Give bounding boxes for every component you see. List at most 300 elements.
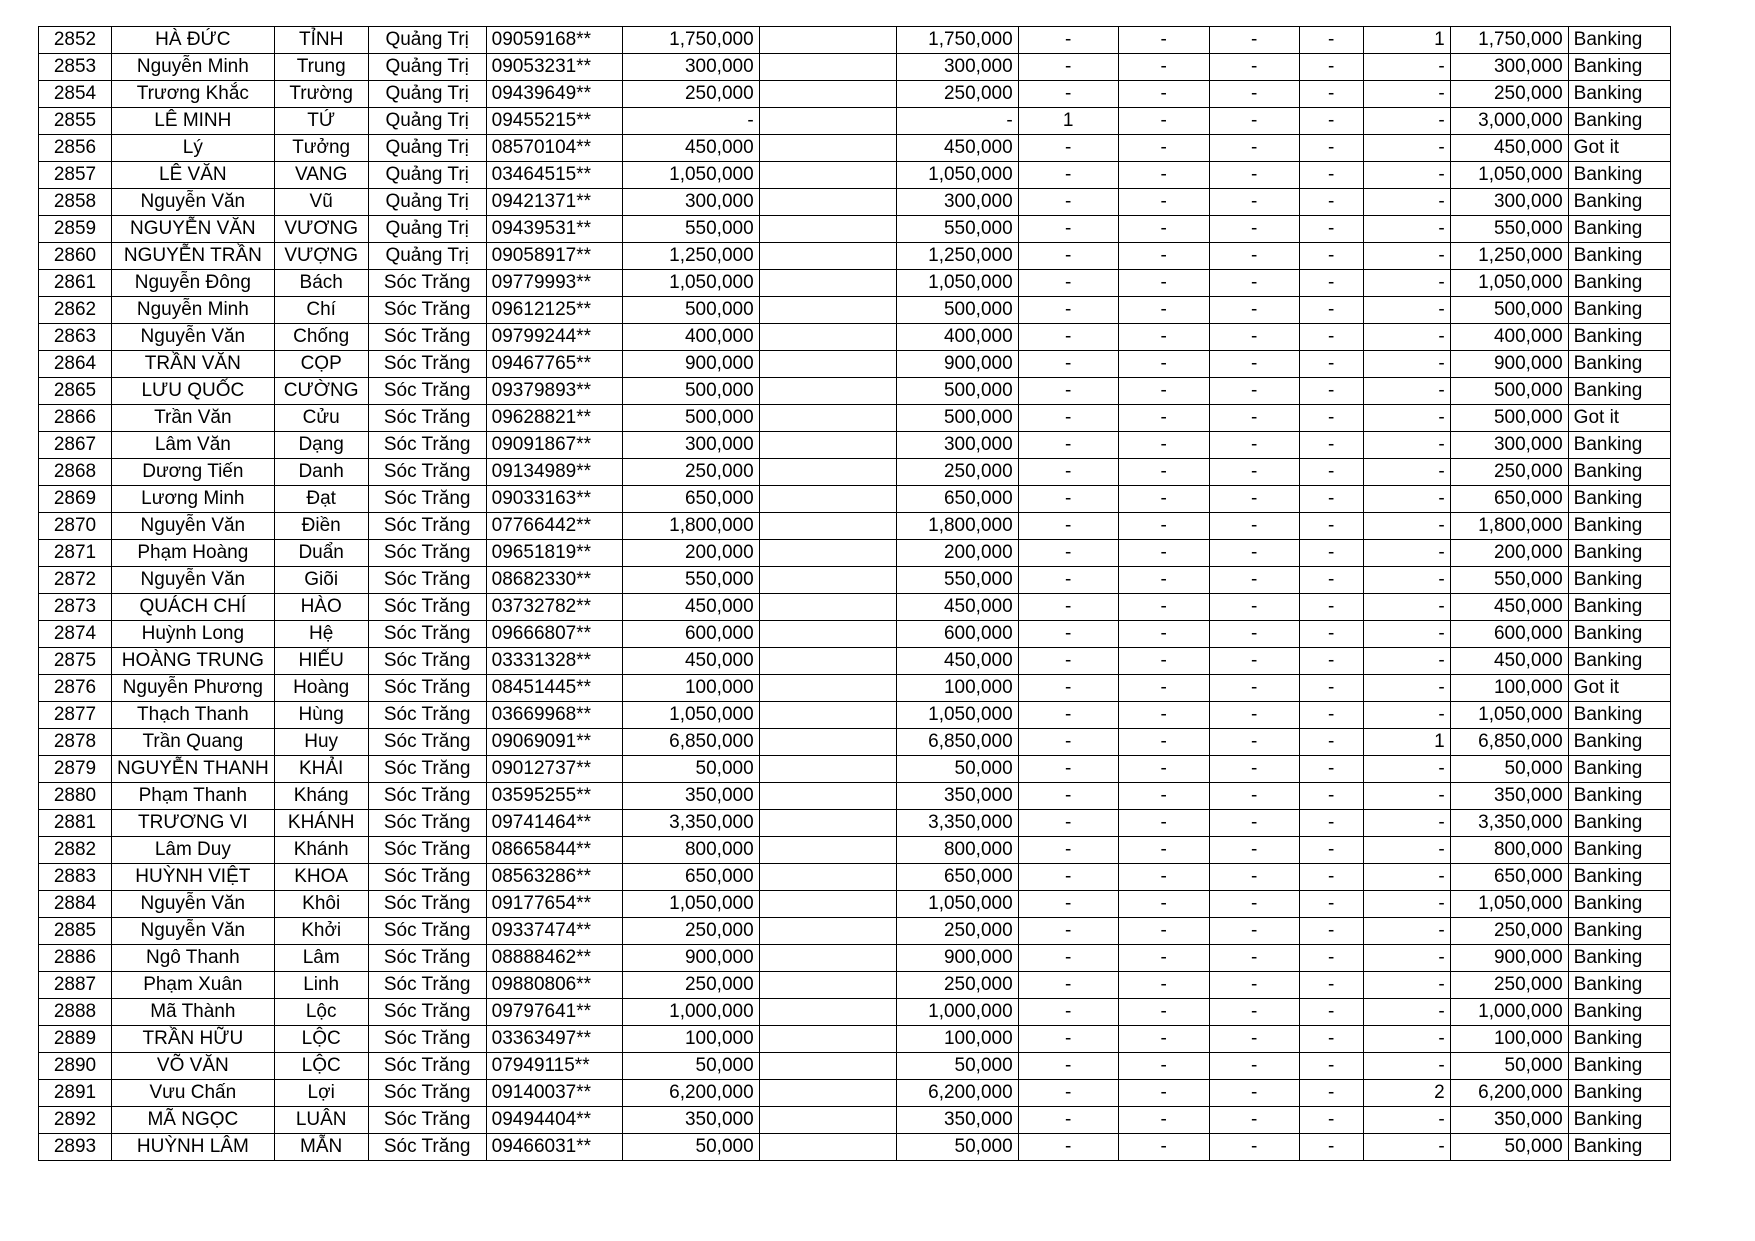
payment-method-cell: Got it [1568,135,1670,162]
payment-method-cell: Banking [1568,1134,1670,1161]
given-name-cell: TRẦN VĂN [112,351,275,378]
col-12-cell: - [1299,1053,1363,1080]
col-10-cell: - [1118,486,1209,513]
blank-cell-cell [759,1080,896,1107]
province-cell: Sóc Trăng [368,729,486,756]
given-name-cell: Nguyễn Văn [112,324,275,351]
total-amount-cell: 250,000 [1450,81,1568,108]
col-12-cell: - [1299,594,1363,621]
col-11-cell: - [1209,243,1299,270]
family-name-cell: Lộc [274,999,368,1026]
table-row [39,891,1671,918]
family-name-cell: KHẢI [274,756,368,783]
table-row [39,648,1671,675]
blank-cell-cell [759,243,896,270]
table-row [39,297,1671,324]
payment-method-cell: Banking [1568,27,1670,54]
family-name-cell: Kháng [274,783,368,810]
col-10-cell: - [1118,459,1209,486]
blank-cell-cell [759,1134,896,1161]
row-number-cell: 2860 [39,243,112,270]
table-row [39,459,1671,486]
amount-cell: 350,000 [622,783,759,810]
col-10-cell: - [1118,1026,1209,1053]
col-10-cell: - [1118,297,1209,324]
col-10-cell: - [1118,27,1209,54]
amount-2-cell: 100,000 [896,675,1018,702]
col-13-cell: - [1363,621,1450,648]
col-13-cell: - [1363,1107,1450,1134]
family-name-cell: Huy [274,729,368,756]
total-amount-cell: 1,050,000 [1450,702,1568,729]
blank-cell-cell [759,108,896,135]
col-11-cell: - [1209,783,1299,810]
province-cell: Sóc Trăng [368,378,486,405]
table-row [39,567,1671,594]
family-name-cell: KHÁNH [274,810,368,837]
phone-number-cell: 09455215** [486,108,622,135]
amount-2-cell: 1,050,000 [896,162,1018,189]
table-row [39,405,1671,432]
amount-cell: 300,000 [622,189,759,216]
blank-cell-cell [759,648,896,675]
payment-method-cell: Banking [1568,864,1670,891]
total-amount-cell: 300,000 [1450,189,1568,216]
col-12-cell: - [1299,378,1363,405]
phone-number-cell: 09880806** [486,972,622,999]
table-row [39,540,1671,567]
table-row [39,621,1671,648]
table-row [39,54,1671,81]
family-name-cell: Trường [274,81,368,108]
col-13-cell: - [1363,891,1450,918]
total-amount-cell: 650,000 [1450,864,1568,891]
table-row [39,918,1671,945]
col-9-cell: - [1018,513,1118,540]
phone-number-cell: 03363497** [486,1026,622,1053]
col-13-cell: - [1363,189,1450,216]
total-amount-cell: 900,000 [1450,945,1568,972]
col-10-cell: - [1118,243,1209,270]
col-10-cell: - [1118,405,1209,432]
province-cell: Sóc Trăng [368,648,486,675]
phone-number-cell: 03732782** [486,594,622,621]
col-12-cell: - [1299,756,1363,783]
family-name-cell: Lâm [274,945,368,972]
col-13-cell: - [1363,999,1450,1026]
col-9-cell: - [1018,1080,1118,1107]
total-amount-cell: 650,000 [1450,486,1568,513]
col-12-cell: - [1299,486,1363,513]
col-9-cell: - [1018,675,1118,702]
amount-cell: 100,000 [622,675,759,702]
blank-cell-cell [759,216,896,243]
row-number-cell: 2885 [39,918,112,945]
col-9-cell: - [1018,189,1118,216]
col-10-cell: - [1118,540,1209,567]
row-number-cell: 2866 [39,405,112,432]
col-10-cell: - [1118,270,1209,297]
col-10-cell: - [1118,972,1209,999]
col-12-cell: - [1299,1134,1363,1161]
given-name-cell: Lý [112,135,275,162]
col-12-cell: - [1299,351,1363,378]
amount-cell: 450,000 [622,135,759,162]
col-12-cell: - [1299,270,1363,297]
amount-2-cell: 1,050,000 [896,702,1018,729]
col-10-cell: - [1118,945,1209,972]
table-row [39,675,1671,702]
phone-number-cell: 09494404** [486,1107,622,1134]
blank-cell-cell [759,297,896,324]
amount-cell: 1,050,000 [622,891,759,918]
col-10-cell: - [1118,1080,1209,1107]
col-13-cell: - [1363,567,1450,594]
col-12-cell: - [1299,459,1363,486]
col-11-cell: - [1209,648,1299,675]
blank-cell-cell [759,270,896,297]
given-name-cell: Lâm Duy [112,837,275,864]
amount-cell: 6,200,000 [622,1080,759,1107]
phone-number-cell: 07949115** [486,1053,622,1080]
col-13-cell: - [1363,135,1450,162]
col-13-cell: - [1363,108,1450,135]
blank-cell-cell [759,1053,896,1080]
province-cell: Sóc Trăng [368,783,486,810]
payment-method-cell: Banking [1568,567,1670,594]
col-12-cell: - [1299,783,1363,810]
col-12-cell: - [1299,864,1363,891]
table-row [39,702,1671,729]
given-name-cell: Trần Quang [112,729,275,756]
col-9-cell: - [1018,1026,1118,1053]
amount-cell: - [622,108,759,135]
col-10-cell: - [1118,783,1209,810]
given-name-cell: Lâm Văn [112,432,275,459]
col-10-cell: - [1118,108,1209,135]
table-row [39,1026,1671,1053]
total-amount-cell: 1,050,000 [1450,162,1568,189]
blank-cell-cell [759,621,896,648]
col-10-cell: - [1118,513,1209,540]
given-name-cell: TRƯƠNG VI [112,810,275,837]
col-11-cell: - [1209,54,1299,81]
col-10-cell: - [1118,729,1209,756]
payment-method-cell: Banking [1568,702,1670,729]
family-name-cell: CỌP [274,351,368,378]
col-10-cell: - [1118,378,1209,405]
given-name-cell: Ngô Thanh [112,945,275,972]
amount-cell: 1,050,000 [622,702,759,729]
amount-2-cell: 550,000 [896,567,1018,594]
table-row [39,270,1671,297]
col-11-cell: - [1209,216,1299,243]
phone-number-cell: 08665844** [486,837,622,864]
province-cell: Quảng Trị [368,162,486,189]
family-name-cell: KHOA [274,864,368,891]
payment-method-cell: Banking [1568,54,1670,81]
col-13-cell: - [1363,594,1450,621]
amount-2-cell: 1,750,000 [896,27,1018,54]
payment-method-cell: Banking [1568,351,1670,378]
family-name-cell: Chống [274,324,368,351]
amount-cell: 650,000 [622,864,759,891]
province-cell: Sóc Trăng [368,432,486,459]
given-name-cell: TRẦN HỮU [112,1026,275,1053]
col-11-cell: - [1209,1053,1299,1080]
payment-method-cell: Banking [1568,297,1670,324]
col-10-cell: - [1118,432,1209,459]
payment-method-cell: Got it [1568,675,1670,702]
phone-number-cell: 09140037** [486,1080,622,1107]
table-row [39,594,1671,621]
col-9-cell: - [1018,540,1118,567]
payment-method-cell: Banking [1568,729,1670,756]
col-13-cell: - [1363,972,1450,999]
payment-method-cell: Banking [1568,81,1670,108]
payment-method-cell: Banking [1568,945,1670,972]
total-amount-cell: 400,000 [1450,324,1568,351]
family-name-cell: Bách [274,270,368,297]
col-11-cell: - [1209,918,1299,945]
province-cell: Sóc Trăng [368,459,486,486]
phone-number-cell: 09134989** [486,459,622,486]
col-9-cell: - [1018,378,1118,405]
col-11-cell: - [1209,891,1299,918]
col-9-cell: - [1018,972,1118,999]
blank-cell-cell [759,567,896,594]
total-amount-cell: 3,000,000 [1450,108,1568,135]
family-name-cell: Chí [274,297,368,324]
col-13-cell: - [1363,243,1450,270]
col-13-cell: - [1363,459,1450,486]
table-row [39,378,1671,405]
col-9-cell: - [1018,567,1118,594]
total-amount-cell: 100,000 [1450,1026,1568,1053]
payment-method-cell: Banking [1568,621,1670,648]
family-name-cell: Danh [274,459,368,486]
amount-cell: 200,000 [622,540,759,567]
amount-cell: 1,050,000 [622,162,759,189]
col-10-cell: - [1118,135,1209,162]
amount-cell: 100,000 [622,1026,759,1053]
family-name-cell: Hùng [274,702,368,729]
blank-cell-cell [759,27,896,54]
col-12-cell: - [1299,1026,1363,1053]
col-13-cell: - [1363,864,1450,891]
blank-cell-cell [759,135,896,162]
col-10-cell: - [1118,324,1209,351]
col-12-cell: - [1299,621,1363,648]
given-name-cell: Thạch Thanh [112,702,275,729]
col-9-cell: - [1018,351,1118,378]
amount-2-cell: 350,000 [896,1107,1018,1134]
table-row [39,432,1671,459]
col-11-cell: - [1209,27,1299,54]
payment-method-cell: Banking [1568,513,1670,540]
total-amount-cell: 1,050,000 [1450,270,1568,297]
amount-cell: 500,000 [622,297,759,324]
amount-2-cell: 6,850,000 [896,729,1018,756]
col-10-cell: - [1118,567,1209,594]
col-10-cell: - [1118,189,1209,216]
amount-2-cell: 600,000 [896,621,1018,648]
phone-number-cell: 09799244** [486,324,622,351]
given-name-cell: Nguyễn Văn [112,567,275,594]
row-number-cell: 2880 [39,783,112,810]
amount-2-cell: 50,000 [896,1053,1018,1080]
col-10-cell: - [1118,621,1209,648]
col-10-cell: - [1118,756,1209,783]
family-name-cell: Vũ [274,189,368,216]
amount-cell: 250,000 [622,972,759,999]
payment-method-cell: Banking [1568,972,1670,999]
blank-cell-cell [759,810,896,837]
col-13-cell: - [1363,297,1450,324]
amount-cell: 900,000 [622,945,759,972]
total-amount-cell: 450,000 [1450,648,1568,675]
col-9-cell: - [1018,1107,1118,1134]
col-9-cell: - [1018,81,1118,108]
row-number-cell: 2871 [39,540,112,567]
col-12-cell: - [1299,837,1363,864]
col-11-cell: - [1209,324,1299,351]
blank-cell-cell [759,594,896,621]
given-name-cell: Dương Tiến [112,459,275,486]
given-name-cell: Nguyễn Văn [112,891,275,918]
family-name-cell: LỘC [274,1026,368,1053]
col-9-cell: - [1018,297,1118,324]
given-name-cell: Nguyễn Phương [112,675,275,702]
col-9-cell: - [1018,837,1118,864]
amount-2-cell: 250,000 [896,972,1018,999]
payment-method-cell: Banking [1568,108,1670,135]
col-13-cell: 1 [1363,729,1450,756]
phone-number-cell: 03669968** [486,702,622,729]
col-9-cell: - [1018,648,1118,675]
province-cell: Sóc Trăng [368,1026,486,1053]
payment-method-cell: Banking [1568,918,1670,945]
table-row [39,189,1671,216]
given-name-cell: Nguyễn Văn [112,918,275,945]
col-10-cell: - [1118,162,1209,189]
province-cell: Quảng Trị [368,135,486,162]
amount-2-cell: 900,000 [896,945,1018,972]
province-cell: Quảng Trị [368,81,486,108]
province-cell: Sóc Trăng [368,324,486,351]
col-9-cell: - [1018,810,1118,837]
row-number-cell: 2882 [39,837,112,864]
col-11-cell: - [1209,999,1299,1026]
amount-2-cell: 250,000 [896,81,1018,108]
phone-number-cell: 03464515** [486,162,622,189]
payment-method-cell: Banking [1568,783,1670,810]
province-cell: Quảng Trị [368,108,486,135]
blank-cell-cell [759,378,896,405]
given-name-cell: Trương Khắc [112,81,275,108]
table-row [39,513,1671,540]
blank-cell-cell [759,54,896,81]
col-11-cell: - [1209,756,1299,783]
col-9-cell: - [1018,405,1118,432]
col-13-cell: - [1363,783,1450,810]
table-row [39,999,1671,1026]
col-12-cell: - [1299,999,1363,1026]
amount-2-cell: 450,000 [896,594,1018,621]
family-name-cell: VƯỢNG [274,243,368,270]
province-cell: Sóc Trăng [368,972,486,999]
col-13-cell: - [1363,1053,1450,1080]
col-9-cell: - [1018,891,1118,918]
col-11-cell: - [1209,297,1299,324]
col-12-cell: - [1299,405,1363,432]
province-cell: Sóc Trăng [368,756,486,783]
province-cell: Sóc Trăng [368,540,486,567]
family-name-cell: Lợi [274,1080,368,1107]
col-12-cell: - [1299,135,1363,162]
given-name-cell: HÀ ĐỨC [112,27,275,54]
amount-2-cell: 6,200,000 [896,1080,1018,1107]
given-name-cell: Trần Văn [112,405,275,432]
amount-2-cell: 650,000 [896,864,1018,891]
payment-method-cell: Banking [1568,540,1670,567]
col-9-cell: - [1018,135,1118,162]
col-12-cell: - [1299,243,1363,270]
total-amount-cell: 350,000 [1450,1107,1568,1134]
col-13-cell: - [1363,1026,1450,1053]
blank-cell-cell [759,729,896,756]
amount-2-cell: 300,000 [896,432,1018,459]
col-12-cell: - [1299,1080,1363,1107]
col-13-cell: - [1363,162,1450,189]
phone-number-cell: 09651819** [486,540,622,567]
total-amount-cell: 500,000 [1450,378,1568,405]
payment-method-cell: Banking [1568,648,1670,675]
col-10-cell: - [1118,1134,1209,1161]
col-10-cell: - [1118,648,1209,675]
row-number-cell: 2890 [39,1053,112,1080]
col-9-cell: - [1018,729,1118,756]
given-name-cell: MÃ NGỌC [112,1107,275,1134]
row-number-cell: 2854 [39,81,112,108]
table-row [39,108,1671,135]
total-amount-cell: 3,350,000 [1450,810,1568,837]
phone-number-cell: 09058917** [486,243,622,270]
row-number-cell: 2861 [39,270,112,297]
col-11-cell: - [1209,405,1299,432]
total-amount-cell: 800,000 [1450,837,1568,864]
amount-2-cell: 1,000,000 [896,999,1018,1026]
col-11-cell: - [1209,270,1299,297]
col-12-cell: - [1299,675,1363,702]
blank-cell-cell [759,189,896,216]
row-number-cell: 2862 [39,297,112,324]
amount-2-cell: 650,000 [896,486,1018,513]
province-cell: Quảng Trị [368,216,486,243]
row-number-cell: 2893 [39,1134,112,1161]
row-number-cell: 2873 [39,594,112,621]
col-12-cell: - [1299,918,1363,945]
family-name-cell: Khởi [274,918,368,945]
col-12-cell: - [1299,513,1363,540]
total-amount-cell: 500,000 [1450,405,1568,432]
col-10-cell: - [1118,864,1209,891]
amount-2-cell: 400,000 [896,324,1018,351]
phone-number-cell: 09628821** [486,405,622,432]
phone-number-cell: 08451445** [486,675,622,702]
table-row [39,972,1671,999]
amount-2-cell: 200,000 [896,540,1018,567]
